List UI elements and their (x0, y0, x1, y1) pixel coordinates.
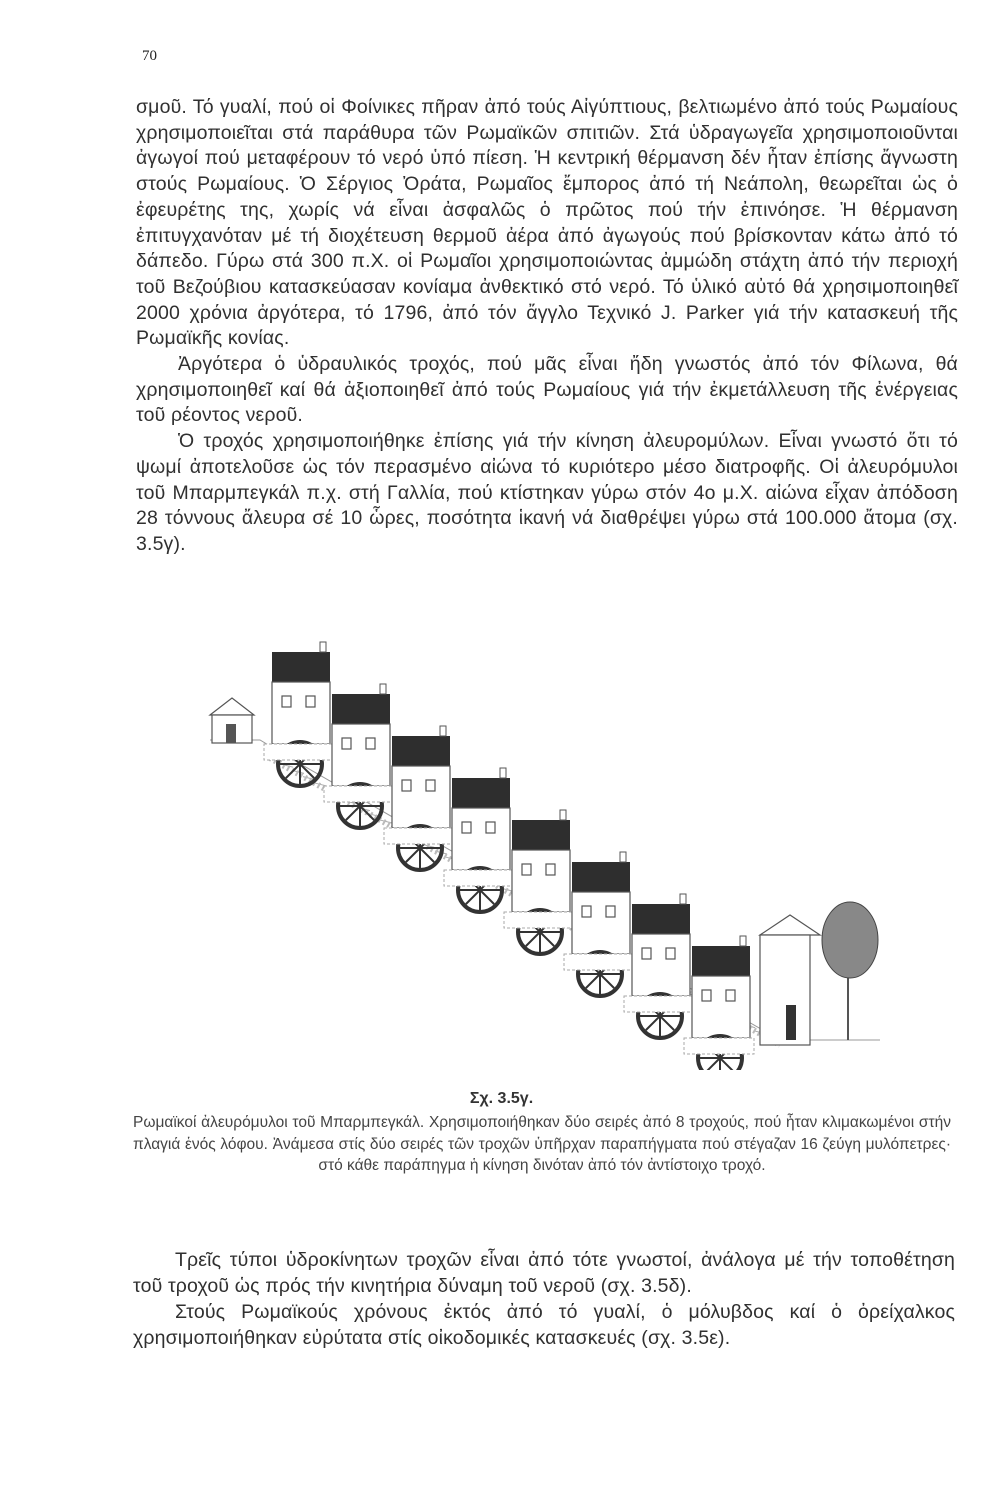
masonry (384, 828, 454, 844)
mill-house (512, 850, 570, 912)
mill-roof (392, 736, 450, 766)
mill-roof (632, 904, 690, 934)
mill-chimney (680, 894, 686, 904)
mill-window (546, 864, 555, 875)
paragraph: σμοῦ. Τό γυαλί, πού οἱ Φοίνικες πῆραν ἀπό τούς Αἰγύπτιους, βελτιωμένο ἀπό τούς Ρωμαίους χρησιμοποιεῖται στά παράθυρα τῶν Ρωμαϊκῶν σπιτιῶν. Στά ὑδραγωγεῖα χρησιμοποιοῦνται ἀγωγοί πού μεταφέρουν τό νερό ὑπό πίεση. Ἡ κεντρική θέρμανση δέν ἦταν ἐπίσης ἄγνωστη στούς Ρωμαίους. Ὁ Σέργιος Ὀράτα, Ρωμαῖος ἔμπορος ἀπό τή Νεάπολη, θεωρεῖται ὡς ὁ ἐφευρέτης της, χωρίς νά εἶναι ἀσφαλῶς ὁ πρῶτος πού τήν ἐπινόησε. Ἡ θέρμανση ἐπιτυγχανόταν μέ τή διοχέτευση θερμοῦ ἀέρα ἀπό ἀγωγούς πού βρίσκονταν κάτω ἀπό τό δάπεδο. Γύρω στά 300 π.Χ. οἱ Ρωμαῖοι χρησιμοποιώντας ἀμμώδη στάχτη ἀπό τήν περιοχή τοῦ Βεζούβιου κατασκεύασαν κονίαμα ἀνθεκτικό στό νερό. Τό ὑλικό αὐτό θά χρησιμοποιηθεῖ 2000 χρόνια ἀργότερα, τό 1796, ἀπό τόν ἄγγλο Τεχνικό J. Parker γιά τήν κατασκευή τῆς Ρωμαϊκῆς κονίας. (136, 96, 958, 350)
end-house-roof (760, 915, 820, 935)
mill-window (522, 864, 531, 875)
paragraph: Τρεῖς τύποι ὑδροκίνητων τροχῶν εἶναι ἀπό τότε γνωστοί, ἀνάλογα μέ τήν τοποθέτηση τοῦ τροχοῦ ὡς πρός τήν κινητήρια δύναμη τοῦ νεροῦ (σχ. 3.5δ). (133, 1249, 955, 1297)
bottom-text (133, 1247, 955, 1351)
mill-house (632, 934, 690, 996)
mill-window (366, 738, 375, 749)
mills-drawing (200, 640, 880, 1070)
mill-window (306, 696, 315, 707)
masonry (624, 996, 694, 1012)
mill-chimney (440, 726, 446, 736)
mill-window (486, 822, 495, 833)
mill-window (342, 738, 351, 749)
mill-roof (512, 820, 570, 850)
paragraph: Ἀργότερα ὁ ὑδραυλικός τροχός, πού μᾶς εἶναι ἤδη γνωστός ἀπό τόν Φίλωνα, θά χρησιμοποιηθεῖ καί θά ἀξιοποιηθεῖ ἀπό τούς Ρωμαίους γιά τήν ἐκμετάλλευση τῆς ἐνέργειας τοῦ ρέοντος νεροῦ. (136, 353, 958, 427)
mill-house (692, 976, 750, 1038)
mill-chimney (560, 810, 566, 820)
mill-house (332, 724, 390, 786)
mill-window (582, 906, 591, 917)
shed-roof (210, 698, 254, 715)
mill-house (272, 682, 330, 744)
mill-roof (452, 778, 510, 808)
mill-roof (272, 652, 330, 682)
mill-house (392, 766, 450, 828)
shed-door (226, 724, 236, 743)
tree-canopy (822, 902, 878, 978)
mill-chimney (740, 936, 746, 946)
mill-chimney (320, 642, 326, 652)
paragraph: Στούς Ρωμαϊκούς χρόνους ἐκτός ἀπό τό γυαλί, ὁ μόλυβδος καί ὁ ὀρείχαλκος χρησιμοποιήθηκαν εὐρύτατα στίς οἰκοδομικές κατασκευές (σχ. 3.5ε). (133, 1301, 955, 1349)
masonry (324, 786, 394, 802)
mill-window (462, 822, 471, 833)
mill-window (702, 990, 711, 1001)
masonry (684, 1038, 754, 1054)
figure-number: Σχ. 3.5γ. (469, 1090, 534, 1107)
masonry (504, 912, 574, 928)
masonry (444, 870, 514, 886)
mill-house (572, 892, 630, 954)
body-text (136, 95, 958, 558)
mill-house (452, 808, 510, 870)
mill-window (666, 948, 675, 959)
mill-window (402, 780, 411, 791)
mill-roof (572, 862, 630, 892)
page-number: 70 (142, 48, 157, 64)
end-house-door (786, 1005, 796, 1040)
mill-window (606, 906, 615, 917)
mill-chimney (620, 852, 626, 862)
end-house-wall (760, 935, 810, 1045)
paragraph: Ὁ τροχός χρησιμοποιήθηκε ἐπίσης γιά τήν κίνηση ἀλευρομύλων. Εἶναι γνωστό ὅτι τό ψωμί ἀποτελοῦσε ὡς τόν περασμένο αἰώνα τό κυριότερο μέσο διατροφῆς. Οἱ ἀλευρόμυλοι τοῦ Μπαρμπεγκάλ π.χ. στή Γαλλία, πού κτίστηκαν γύρω στόν 4ο μ.Χ. αἰώνα εἶχαν ἀπόδοση 28 τόννους ἄλευρα σέ 10 ὧρες, ποσότητα ἱκανή νά διαθρέψει γύρω στά 100.000 ἄτομα (σχ. 3.5γ). (136, 430, 958, 555)
mill-window (726, 990, 735, 1001)
mill-window (282, 696, 291, 707)
mill-chimney (380, 684, 386, 694)
mill-roof (332, 694, 390, 724)
mills-illustration (200, 640, 880, 1070)
masonry (564, 954, 634, 970)
figure-caption: Ρωμαϊκοί ἀλευρόμυλοι τοῦ Μπαρμπεγκάλ. Χρησιμοποιήθηκαν δύο σειρές ἀπό 8 τροχούς, πού ἦταν κλιμακωμένοι στήν πλαγιά ἑνός λόφου. Ἀνάμεσα στίς δύο σειρές τῶν τροχῶν ὑπῆρχαν παραπήγματα πού στέγαζαν 16 ζεύγη μυλόπετρες· στό κάθε παράπηγμα ἡ κίνηση δινόταν ἀπό τόν ἀντίστοιχο τροχό. (133, 1114, 951, 1174)
mill-window (426, 780, 435, 791)
mill-chimney (500, 768, 506, 778)
masonry (264, 744, 334, 760)
mill-window (642, 948, 651, 959)
mill-roof (692, 946, 750, 976)
